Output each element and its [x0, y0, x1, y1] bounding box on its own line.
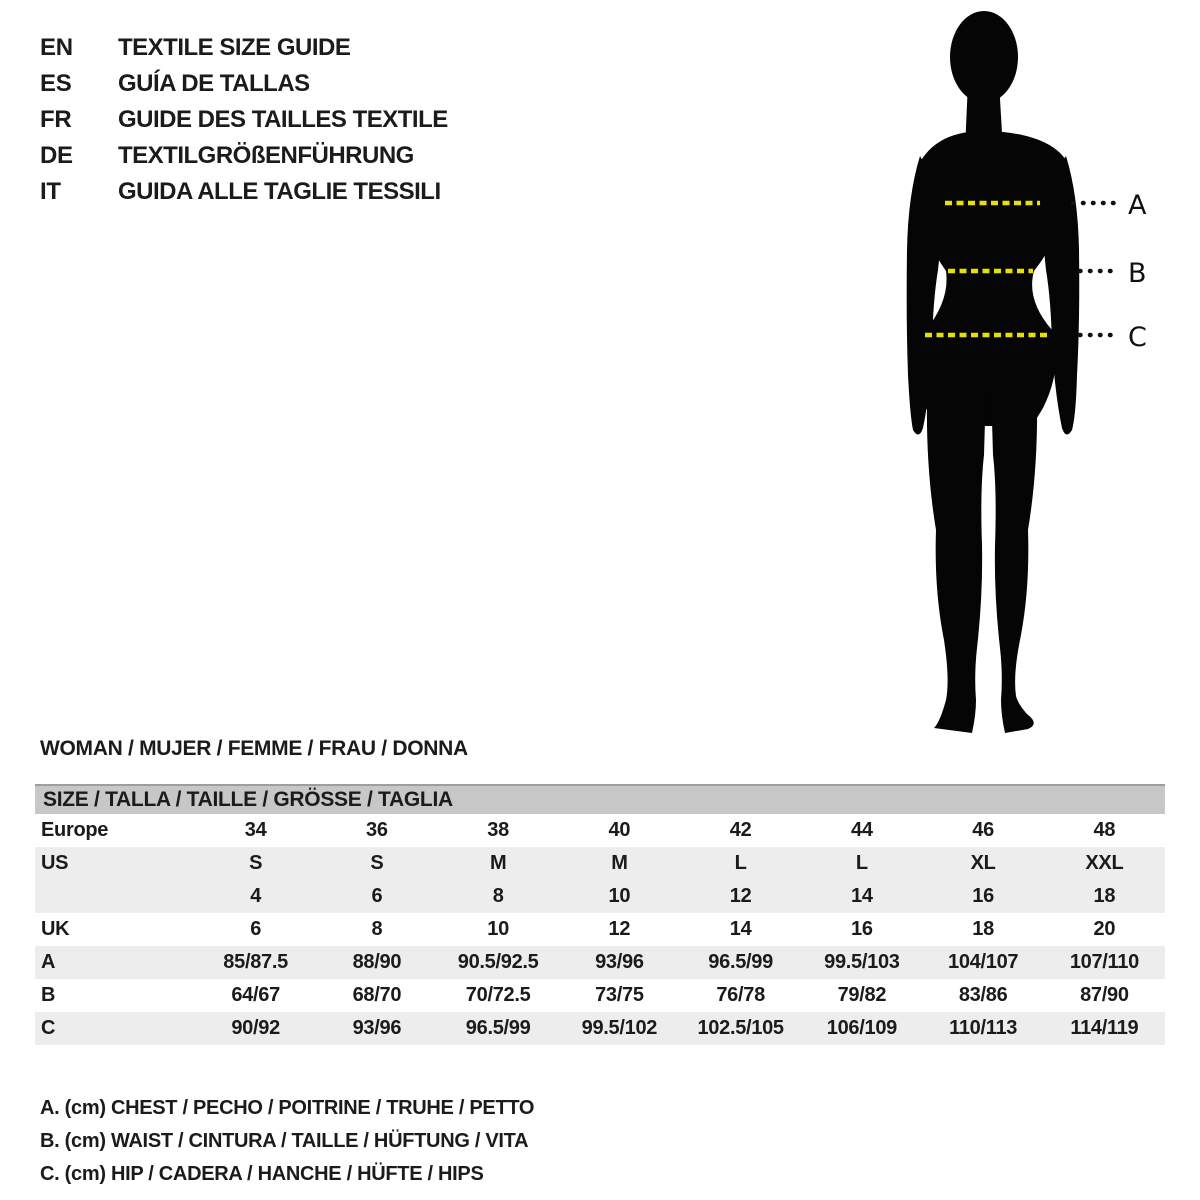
measurement-legend [40, 1092, 534, 1191]
size-cell: 18 [972, 918, 994, 940]
size-cell: 90/92 [231, 1017, 280, 1039]
size-cell: 20 [1093, 918, 1116, 940]
size-cell: 106/109 [826, 1017, 897, 1039]
language-code: ES [40, 70, 72, 97]
woman-silhouette-figure [880, 0, 1200, 740]
row-label: Europe [41, 819, 109, 841]
row-label: UK [41, 918, 70, 940]
size-cell: 76/78 [716, 984, 765, 1006]
legend-chest: A. (cm) CHEST / PECHO / POITRINE / TRUHE / PETTO [40, 1097, 535, 1119]
size-cell: 44 [851, 819, 873, 841]
size-cell: 14 [851, 885, 873, 907]
size-cell: 16 [851, 918, 873, 940]
row-label: C [41, 1017, 56, 1039]
size-cell: 99.5/103 [824, 951, 900, 973]
size-row-us [35, 847, 1165, 880]
size-table-container [35, 784, 1165, 1045]
size-cell: XL [970, 852, 996, 874]
size-cell: 93/96 [352, 1017, 402, 1039]
legend-hip: C. (cm) HIP / CADERA / HANCHE / HÜFTE / HIPS [40, 1163, 484, 1185]
size-cell: 70/72.5 [465, 984, 531, 1006]
size-cell: 18 [1093, 885, 1116, 907]
size-cell: 83/86 [958, 984, 1008, 1006]
language-code: DE [40, 142, 73, 169]
size-row-chest-a [35, 946, 1165, 979]
size-cell: 42 [729, 819, 752, 841]
language-row [40, 102, 448, 138]
size-cell: 34 [244, 819, 267, 841]
size-cell: 8 [371, 918, 383, 940]
size-cell: 104/107 [948, 951, 1019, 973]
size-cell: L [734, 852, 747, 874]
guide-title: TEXTILGRÖßENFÜHRUNG [118, 142, 414, 169]
size-table-header: SIZE / TALLA / TAILLE / GRÖSSE / TAGLIA [35, 784, 1165, 814]
language-row [40, 138, 448, 174]
label-c: C [1128, 322, 1147, 353]
language-code: IT [40, 178, 61, 205]
size-cell: 88/90 [352, 951, 402, 973]
size-cell: 8 [492, 885, 504, 907]
size-cell: 6 [250, 918, 262, 940]
label-b: B [1128, 258, 1147, 289]
language-row [40, 174, 448, 210]
size-cell: 12 [729, 885, 752, 907]
size-cell: 10 [608, 885, 631, 907]
size-cell: 73/75 [595, 984, 644, 1006]
size-cell: 46 [972, 819, 994, 841]
label-a: A [1128, 190, 1147, 221]
size-cell: 14 [729, 918, 752, 940]
language-code: EN [40, 34, 73, 61]
size-cell: S [370, 852, 384, 874]
size-row-us-numeric [35, 880, 1165, 913]
size-row-uk [35, 913, 1165, 946]
size-cell: 68/70 [352, 984, 402, 1006]
size-cell: 114/119 [1070, 1017, 1139, 1039]
woman-silhouette [907, 11, 1080, 733]
size-cell: 110/113 [949, 1017, 1018, 1039]
size-cell: 99.5/102 [581, 1017, 658, 1039]
row-label: US [41, 852, 69, 874]
size-cell: 93/96 [595, 951, 644, 973]
size-cell: 64/67 [231, 984, 280, 1006]
size-cell: 40 [608, 819, 631, 841]
size-row-europe [35, 814, 1165, 847]
size-cell: 16 [972, 885, 994, 907]
row-label: A [41, 951, 56, 973]
size-cell: 96.5/99 [465, 1017, 531, 1039]
guide-title: GUÍA DE TALLAS [118, 70, 310, 97]
size-cell: 102.5/105 [697, 1017, 784, 1039]
size-cell: M [489, 852, 507, 874]
measurement-figure [880, 0, 1200, 740]
guide-title: TEXTILE SIZE GUIDE [118, 34, 351, 61]
size-cell: 79/82 [837, 984, 887, 1006]
language-row [40, 66, 448, 102]
size-cell: 96.5/99 [708, 951, 773, 973]
size-cell: 48 [1093, 819, 1116, 841]
size-cell: 36 [366, 819, 388, 841]
language-code: FR [40, 106, 72, 133]
size-cell: 107/110 [1069, 951, 1139, 973]
language-row [40, 30, 448, 66]
size-cell: 6 [371, 885, 383, 907]
guide-title: GUIDE DES TAILLES TEXTILE [118, 106, 448, 133]
size-table [35, 814, 1165, 1045]
size-row-hip-c [35, 1012, 1165, 1045]
size-cell: 90.5/92.5 [457, 951, 539, 973]
size-cell: M [611, 852, 628, 874]
language-title-list [40, 30, 448, 210]
size-cell: 87/90 [1080, 984, 1129, 1006]
gender-section-title: WOMAN / MUJER / FEMME / FRAU / DONNA [40, 737, 468, 760]
size-cell: 10 [487, 918, 509, 940]
row-label: B [41, 984, 56, 1006]
size-cell: XXL [1085, 852, 1124, 874]
size-cell: 38 [487, 819, 509, 841]
legend-waist: B. (cm) WAIST / CINTURA / TAILLE / HÜFTUNG / VITA [40, 1130, 529, 1152]
size-cell: 4 [250, 885, 262, 907]
size-row-waist-b [35, 979, 1165, 1012]
size-cell: 85/87.5 [223, 951, 288, 973]
row-label [35, 880, 195, 913]
size-cell: L [855, 852, 868, 874]
size-cell: S [249, 852, 263, 874]
guide-title: GUIDA ALLE TAGLIE TESSILI [118, 178, 441, 205]
size-cell: 12 [608, 918, 631, 940]
